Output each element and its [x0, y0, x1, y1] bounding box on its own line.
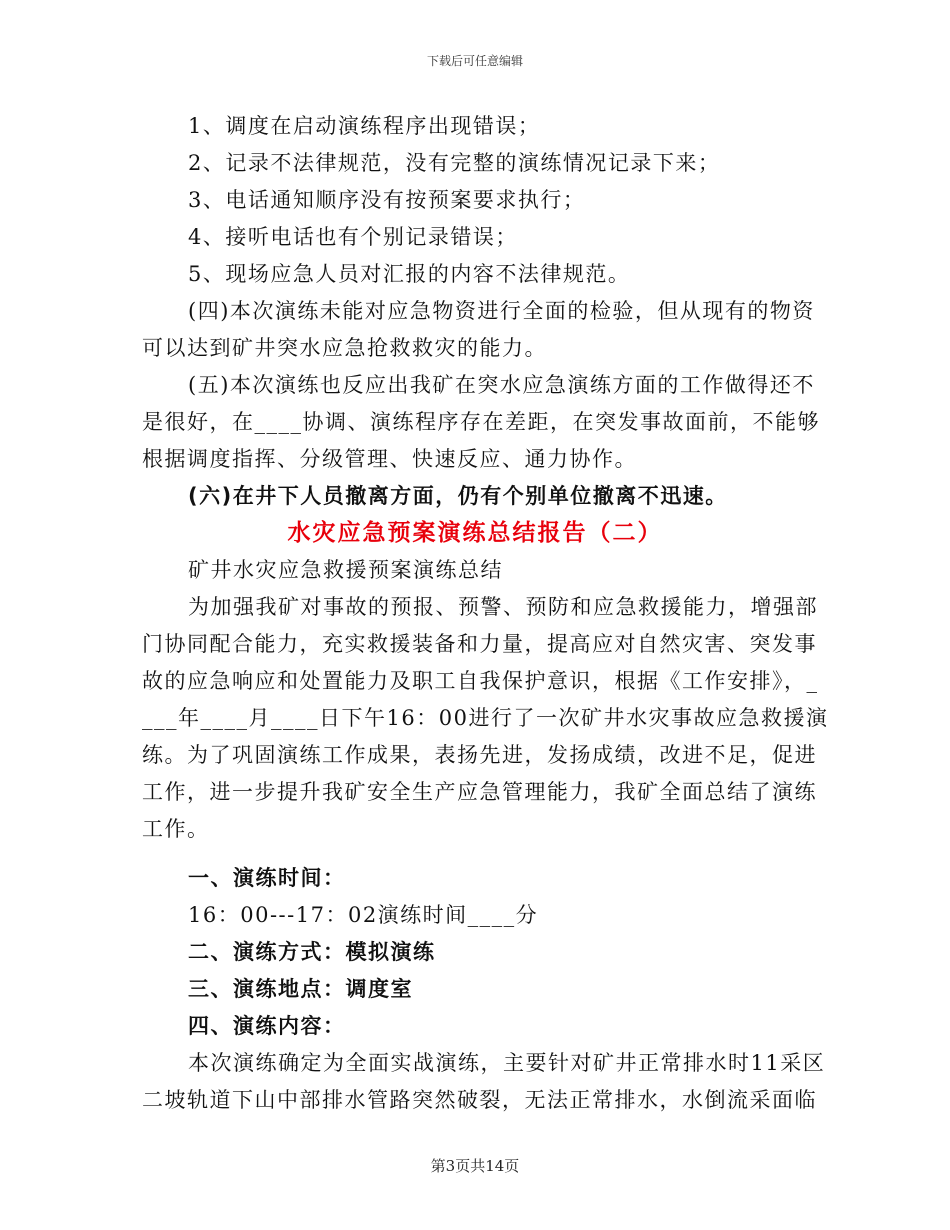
list-item-5: 5、现场应急人员对汇报的内容不法律规范。	[188, 262, 631, 286]
section4-line-1: 本次演练确定为全面实战演练，主要针对矿井正常排水时11采区	[188, 1051, 826, 1075]
para5-line-1: (五)本次演练也反应出我矿在突水应急演练方面的工作做得还不	[188, 373, 815, 397]
section4-line-2: 二坡轨道下山中部排水管路突然破裂，无法正常排水，水倒流采面临	[142, 1088, 817, 1112]
intro-line-3: 故的应急响应和处置能力及职工自我保护意识，根据《工作安排》，_	[142, 669, 819, 693]
para4-line-2: 可以达到矿井突水应急抢救救灾的能力。	[142, 336, 547, 360]
intro-line-1: 为加强我矿对事故的预报、预警、预防和应急救援能力，增强部	[188, 595, 818, 619]
intro-line-7: 工作。	[142, 817, 210, 841]
para5-line-3: 根据调度指挥、分级管理、快速反应、通力协作。	[142, 447, 637, 471]
section1-heading: 一、演练时间：	[188, 866, 346, 890]
intro-line-5: 练。为了巩固演练工作成果，表扬先进，发扬成绩，改进不足，促进	[142, 743, 817, 767]
section2-heading: 二、演练方式：模拟演练	[188, 940, 436, 964]
list-item-1: 1、调度在启动演练程序出现错误；	[188, 114, 541, 138]
intro-line-6: 工作，进一步提升我矿安全生产应急管理能力，我矿全面总结了演练	[142, 780, 817, 804]
section-title: 水灾应急预案演练总结报告（二）	[287, 520, 663, 546]
para6: (六)在井下人员撤离方面，仍有个别单位撤离不迅速。	[188, 484, 728, 508]
list-item-3: 3、电话通知顺序没有按预案要求执行；	[188, 188, 586, 212]
list-item-4: 4、接听电话也有个别记录错误；	[188, 225, 518, 249]
page-header: 下载后可任意编辑	[426, 54, 523, 68]
subtitle: 矿井水灾应急救援预案演练总结	[188, 558, 503, 582]
list-item-2: 2、记录不法律规范，没有完整的演练情况记录下来；	[188, 151, 721, 175]
section1-text: 16：00---17：02演练时间____分	[188, 903, 539, 927]
para5-line-2: 是很好，在____协调、演练程序存在差距，在突发事故面前，不能够	[142, 410, 820, 434]
document-body	[142, 108, 829, 1119]
page-footer: 第3页共14页	[430, 1157, 520, 1175]
intro-line-4: ___年____月____日下午16：00进行了一次矿井水灾事故应急救援演	[142, 706, 829, 730]
section3-heading: 三、演练地点：调度室	[188, 977, 413, 1001]
para4-line-1: (四)本次演练未能对应急物资进行全面的检验，但从现有的物资	[188, 299, 815, 323]
intro-line-2: 门协同配合能力，充实救援装备和力量，提高应对自然灾害、突发事	[142, 632, 817, 656]
section4-heading: 四、演练内容：	[188, 1014, 346, 1038]
